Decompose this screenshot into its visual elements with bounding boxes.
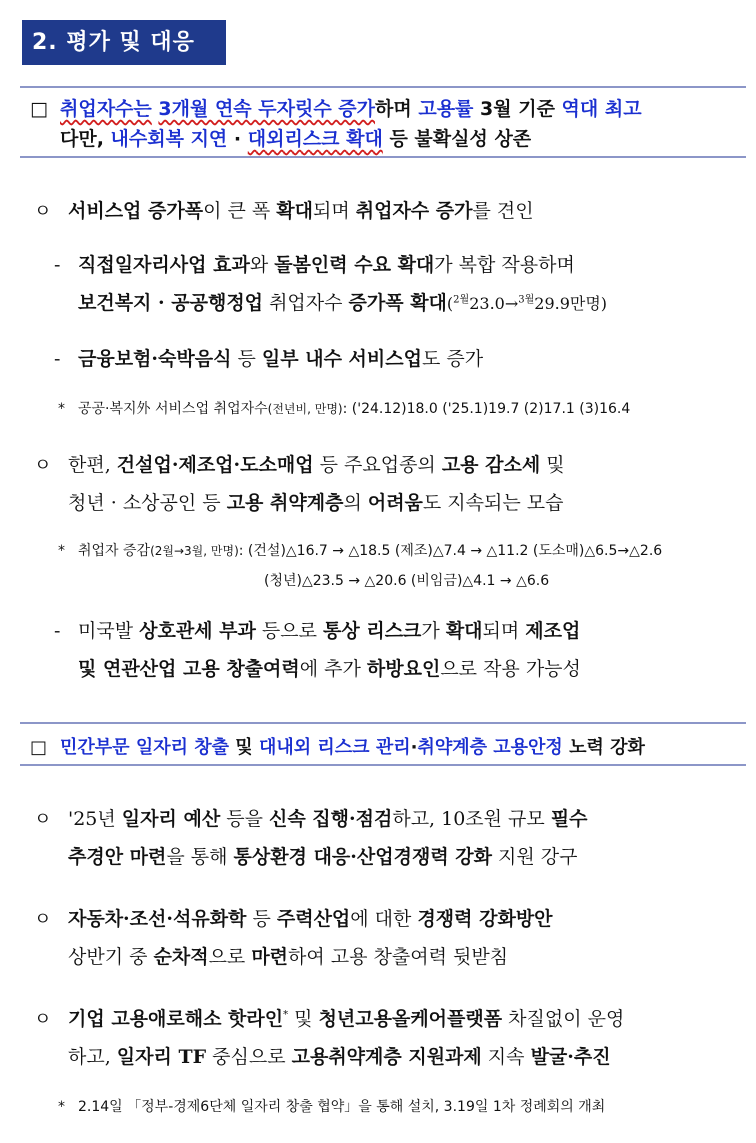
- circle-bullet-icon: ㅇ: [34, 1009, 52, 1030]
- action1-line1: [34, 804, 588, 831]
- bold-text: 상호관세 부과: [139, 620, 256, 642]
- asterisk-marker: *: [58, 1099, 65, 1115]
- text: '25년: [68, 808, 122, 830]
- bullet1-dash1-line1: [54, 250, 575, 277]
- text: 을 통해: [166, 846, 234, 868]
- text: 중심으로: [206, 1046, 292, 1068]
- text: 되며: [482, 620, 526, 642]
- bold-text: 취업자수 증가: [355, 200, 473, 222]
- action2-line2: [68, 942, 508, 969]
- text: 및: [229, 737, 259, 758]
- bullet1-dash1-line2: [78, 288, 607, 315]
- bold-text: 금융보험·숙박음식: [78, 348, 232, 370]
- text: 에 추가: [299, 658, 367, 680]
- superscript: 3월: [518, 294, 535, 306]
- text: 의: [343, 492, 368, 514]
- text: 지원 강구: [492, 846, 578, 868]
- bold-text: 보건복지 · 공공행정업: [78, 292, 264, 314]
- text: 공공·복지外 서비스업 취업자수: [78, 401, 268, 417]
- action3-footnote: [58, 1096, 605, 1116]
- asterisk-marker: *: [58, 543, 65, 559]
- text: ·: [410, 737, 418, 758]
- bullet1-footnote: [58, 398, 630, 418]
- text: 등 주요업종의: [313, 454, 442, 476]
- text: 와: [249, 254, 275, 276]
- text: 취업자 증감: [78, 543, 151, 559]
- circle-bullet-icon: ㅇ: [34, 201, 52, 222]
- text: : (건설)△16.7 → △18.5 (제조)△7.4 → △11.2 (도소매)△6.5→△2.6: [238, 543, 663, 559]
- text: (2월→3월, 만명): [150, 544, 239, 558]
- circle-bullet-icon: ㅇ: [34, 809, 52, 830]
- text: 하고,: [68, 1046, 117, 1068]
- text: (전년비, 만명): [267, 402, 343, 416]
- text: 29.9만명): [534, 294, 608, 313]
- bold-text: 자동차·조선·석유화학: [68, 908, 247, 930]
- bold-text: 일부 내수 서비스업: [261, 348, 422, 370]
- text: ·: [227, 128, 248, 150]
- dash-marker: -: [54, 348, 61, 370]
- bold-text: 주력산업: [276, 908, 351, 930]
- text: 등 불확실성 상존: [382, 128, 532, 150]
- asterisk-marker: *: [58, 401, 65, 417]
- text: 상반기 중: [68, 946, 154, 968]
- bold-text: 통상 리스크: [323, 620, 422, 642]
- square-bullet-icon: □: [30, 737, 48, 758]
- summary1-line1: [30, 94, 642, 121]
- bold-text: 추경안 마련: [68, 846, 167, 868]
- bold-text: 청년고용올케어플랫폼: [318, 1008, 503, 1030]
- bold-text: 경쟁력 강화방안: [417, 908, 553, 930]
- text: 23.0→: [469, 294, 519, 313]
- text: 3월 기준: [473, 98, 562, 120]
- bullet2-line2: [68, 488, 563, 515]
- bullet2-footnote-line2: (청년)△23.5 → △20.6 (비임금)△4.1 → △6.6: [264, 573, 550, 589]
- superscript: 2월: [453, 294, 470, 306]
- bold-text: 필수: [550, 808, 588, 830]
- emphasis: 취약계층 고용안정: [417, 737, 563, 758]
- action1-line2: [68, 842, 578, 869]
- emphasis: 역대 최고: [561, 98, 642, 120]
- emphasis: 대외리스크 확대: [247, 128, 383, 150]
- bold-text: 기업 고용애로해소 핫라인: [68, 1008, 284, 1030]
- text: 2.14일 「정부-경제6단체 일자리 창출 협약」을 통해 설치, 3.19일 1차 정례회의 개최: [78, 1099, 606, 1115]
- text: 등: [246, 908, 277, 930]
- text: 으로 작용 가능성: [440, 658, 581, 680]
- bold-text: 돌봄인력 수요 확대: [274, 254, 435, 276]
- text: 하여 고용 창출여력 뒷받침: [288, 946, 509, 968]
- text: 지속: [481, 1046, 531, 1068]
- text: 이 큰 폭: [203, 200, 277, 222]
- text: 하며: [375, 98, 419, 120]
- dash-marker: -: [54, 620, 61, 642]
- emphasis: 내수회복 지연: [110, 128, 228, 150]
- bold-text: 직접일자리사업 효과: [78, 254, 250, 276]
- square-bullet-icon: □: [30, 98, 48, 120]
- emphasis: 취업자수는: [60, 98, 152, 120]
- summary1-line2: [60, 124, 531, 151]
- figure-note: [447, 294, 607, 313]
- emphasis: 고용률: [418, 98, 474, 120]
- summary2-box-top-border: [20, 722, 746, 724]
- text: 및: [288, 1008, 319, 1030]
- bold-text: 서비스업 증가폭: [68, 200, 204, 222]
- text: 및: [540, 454, 565, 476]
- bold-text: 건설업·제조업·도소매업: [116, 454, 314, 476]
- text: : ('24.12)18.0 ('25.1)19.7 (2)17.1 (3)16.4: [342, 401, 631, 417]
- bold-text: 고용취약계층 지원과제: [291, 1046, 482, 1068]
- summary2-box-bottom-border: [20, 764, 746, 766]
- bold-text: 순차적: [153, 946, 209, 968]
- action3-line2: [68, 1042, 611, 1069]
- footnote-marker: *: [283, 1009, 289, 1021]
- bold-text: 발굴·추진: [530, 1046, 611, 1068]
- text: 등: [231, 348, 262, 370]
- text: 다만,: [60, 128, 111, 150]
- text: 도 지속되는 모습: [422, 492, 564, 514]
- bullet2-dash1-line2: [78, 654, 581, 681]
- bold-text: 고용 감소세: [441, 454, 541, 476]
- section-heading: 2. 평가 및 대응: [22, 20, 226, 65]
- bold-text: 고용 취약계층: [226, 492, 344, 514]
- text: 가 복합 작용하며: [434, 254, 575, 276]
- bold-text: 제조업: [525, 620, 581, 642]
- dash-marker: -: [54, 254, 61, 276]
- emphasis: 민간부문 일자리 창출: [60, 737, 230, 758]
- text: 등을: [220, 808, 269, 830]
- text: 미국발: [78, 620, 140, 642]
- action2-line1: [34, 904, 553, 931]
- emphasis: 대내외 리스크 관리: [258, 737, 411, 758]
- bold-text: 및 연관산업 고용 창출여력: [78, 658, 300, 680]
- text: 취업자수: [263, 292, 349, 314]
- bullet1-dash2-line: [54, 344, 483, 371]
- circle-bullet-icon: ㅇ: [34, 455, 52, 476]
- text: (: [446, 294, 454, 313]
- bullet2-dash1-line1: [54, 616, 580, 643]
- bullet2-line1: [34, 450, 565, 477]
- bullet2-footnote-line1: [58, 540, 662, 560]
- bold-text: 확대: [276, 200, 313, 222]
- text: 하고, 10조원 규모: [392, 808, 551, 830]
- text: 를 견인: [472, 200, 534, 222]
- text: 노력 강화: [562, 737, 645, 758]
- bold-text: 통상환경 대응·산업경쟁력 강화: [233, 846, 492, 868]
- circle-bullet-icon: ㅇ: [34, 909, 52, 930]
- summary-box-bottom-border: [20, 156, 746, 158]
- bold-text: 마련: [251, 946, 289, 968]
- bold-text: 일자리 예산: [121, 808, 221, 830]
- text: 으로: [208, 946, 252, 968]
- text: 한편,: [68, 454, 117, 476]
- text: 청년 · 소상공인 등: [68, 492, 227, 514]
- text: 에 대한: [350, 908, 418, 930]
- bold-text: 증가폭 확대: [348, 292, 447, 314]
- summary-box-top-border: [20, 86, 746, 88]
- bold-text: 일자리 TF: [116, 1046, 207, 1068]
- bold-text: 어려움: [367, 492, 423, 514]
- text: 가: [421, 620, 446, 642]
- bold-text: 신속 집행·점검: [268, 808, 393, 830]
- bullet1-line: [34, 196, 534, 223]
- text: 차질없이 운영: [502, 1008, 625, 1030]
- text: 되며: [313, 200, 356, 222]
- emphasis: 3개월 연속 두자릿수 증가: [158, 98, 376, 120]
- action3-line1: [34, 1004, 624, 1031]
- bold-text: 하방요인: [366, 658, 441, 680]
- text: 등으로: [255, 620, 324, 642]
- text: 도 증가: [421, 348, 484, 370]
- bold-text: 확대: [445, 620, 483, 642]
- summary2-line: [30, 733, 645, 759]
